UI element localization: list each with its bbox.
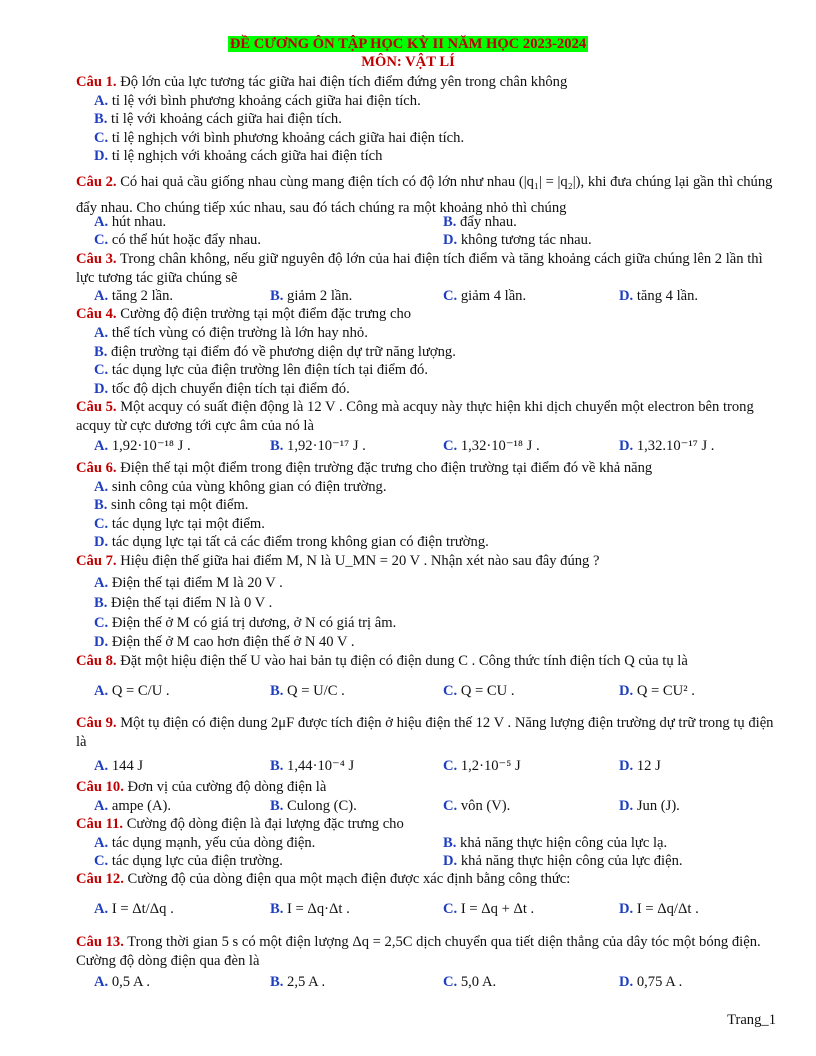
page-number: Trang_1 (727, 1012, 776, 1028)
document-title: ĐỀ CƯƠNG ÔN TẬP HỌC KỲ II NĂM HỌC 2023-2024 (229, 36, 587, 52)
option: D. I = Δq/Δt . (619, 901, 699, 917)
option: A. hút nhau. (94, 214, 167, 230)
option: A. thể tích vùng có điện trường là lớn hay nhỏ. (94, 325, 368, 341)
option: D. tăng 4 lần. (619, 288, 699, 304)
option: B. 1,92·10⁻¹⁷ J . (270, 438, 366, 454)
question-3: Câu 3. Trong chân không, nếu giữ nguyên độ lớn của hai điện tích điểm và tăng khoảng cách giữa chúng lên 2 lần thì lực tương tác giữa chúng sẽ (76, 251, 763, 286)
option: A. 144 J (94, 758, 144, 774)
option: A. sinh công của vùng không gian có điện trường. (94, 479, 387, 495)
option: A. tác dụng mạnh, yếu của dòng điện. (94, 835, 316, 851)
option: B. tỉ lệ với khoảng cách giữa hai điện tích. (94, 111, 342, 127)
question-10: Câu 10. Đơn vị của cường độ dòng điện là (76, 779, 327, 795)
option: B. khả năng thực hiện công của lực lạ. (443, 835, 668, 851)
option: B. điện trường tại điểm đó về phương diện dự trữ năng lượng. (94, 344, 456, 360)
option: C. giảm 4 lần. (443, 288, 527, 304)
option: A. I = Δt/Δq . (94, 901, 174, 917)
subject-title: MÔN: VẬT LÍ (361, 54, 455, 70)
option: C. 1,2·10⁻⁵ J (443, 758, 521, 774)
option: A. tỉ lệ với bình phương khoảng cách giữa hai điện tích. (94, 93, 421, 109)
option: A. 0,5 A . (94, 974, 150, 990)
option: B. Culong (C). (270, 798, 357, 814)
question-2: Câu 2. Có hai quả cầu giống nhau cùng mang điện tích có độ lớn như nhau (|q₁| = |q₂|), khi đưa chúng lại gần thì chúng đẩy nhau. Cho chúng tiếp xúc nhau, sau đó tách chúng ra một khoảng nhỏ thì chúng (76, 174, 773, 216)
question-9: Câu 9. Một tụ điện có điện dung 2μF được tích điện ở hiệu điện thế 12 V . Năng lượng điện trường dự trữ trong tụ điện là (76, 715, 774, 750)
option: B. giảm 2 lần. (270, 288, 353, 304)
option: D. tỉ lệ nghịch với khoảng cách giữa hai điện tích (94, 148, 383, 164)
option: C. tỉ lệ nghịch với bình phương khoảng cách giữa hai điện tích. (94, 130, 465, 146)
option: D. tốc độ dịch chuyển điện tích tại điểm đó. (94, 381, 350, 397)
option: C. tác dụng lực tại một điểm. (94, 516, 265, 532)
option: D. tác dụng lực tại tất cả các điểm trong không gian có điện trường. (94, 534, 489, 550)
question-4: Câu 4. Cường độ điện trường tại một điểm đặc trưng cho (76, 306, 412, 322)
question-13: Câu 13. Trong thời gian 5 s có một điện lượng Δq = 2,5C dịch chuyển qua tiết diện thẳng của dây tóc một bóng điện. Cường độ dòng điện qua đèn là (76, 934, 761, 969)
option: B. 2,5 A . (270, 974, 326, 990)
option: B. Điện thế tại điểm N là 0 V . (94, 595, 273, 611)
option: B. 1,44·10⁻⁴ J (270, 758, 355, 774)
option: B. đẩy nhau. (443, 214, 517, 230)
question-8: Câu 8. Đặt một hiệu điện thế U vào hai bản tụ điện có điện dung C . Công thức tính điện tích Q của tụ là (76, 653, 688, 669)
option: C. Điện thế ở M có giá trị dương, ở N có giá trị âm. (94, 615, 397, 631)
option: D. Điện thế ở M cao hơn điện thế ở N 40 V . (94, 634, 355, 650)
option: D. 1,32.10⁻¹⁷ J . (619, 438, 715, 454)
option: B. I = Δq·Δt . (270, 901, 350, 917)
option: A. tăng 2 lần. (94, 288, 174, 304)
option: C. tác dụng lực của điện trường. (94, 853, 283, 869)
question-1: Câu 1. Độ lớn của lực tương tác giữa hai điện tích điểm đứng yên trong chân không (76, 74, 568, 90)
option: D. 12 J (619, 758, 661, 774)
option: C. 5,0 A. (443, 974, 497, 990)
question-7: Câu 7. Hiệu điện thế giữa hai điểm M, N là U_MN = 20 V . Nhận xét nào sau đây đúng ? (76, 553, 600, 569)
option: C. Q = CU . (443, 683, 515, 699)
option: D. 0,75 A . (619, 974, 683, 990)
option: A. 1,92·10⁻¹⁸ J . (94, 438, 191, 454)
option: C. tác dụng lực của điện trường lên điện tích tại điểm đó. (94, 362, 428, 378)
option: D. Q = CU² . (619, 683, 695, 699)
option: D. không tương tác nhau. (443, 232, 592, 248)
option: A. Q = C/U . (94, 683, 170, 699)
option: D. Jun (J). (619, 798, 680, 814)
question-6: Câu 6. Điện thế tại một điểm trong điện trường đặc trưng cho điện trường tại điểm đó về khả năng (76, 460, 653, 476)
option: C. I = Δq + Δt . (443, 901, 535, 917)
option: C. 1,32·10⁻¹⁸ J . (443, 438, 540, 454)
option: A. ampe (A). (94, 798, 172, 814)
option: C. vôn (V). (443, 798, 511, 814)
option: C. có thể hút hoặc đẩy nhau. (94, 232, 261, 248)
question-5: Câu 5. Một acquy có suất điện động là 12 V . Công mà acquy này thực hiện khi dịch chuyển một electron bên trong acquy từ cực dương tới cực âm của nó là (76, 399, 754, 434)
question-11: Câu 11. Cường độ dòng điện là đại lượng đặc trưng cho (76, 816, 404, 832)
question-12: Câu 12. Cường độ của dòng điện qua một mạch điện được xác định bằng công thức: (76, 871, 571, 887)
option: D. khả năng thực hiện công của lực điện. (443, 853, 683, 869)
option: A. Điện thế tại điểm M là 20 V . (94, 575, 283, 591)
option: B. Q = U/C . (270, 683, 345, 699)
option: B. sinh công tại một điểm. (94, 497, 249, 513)
